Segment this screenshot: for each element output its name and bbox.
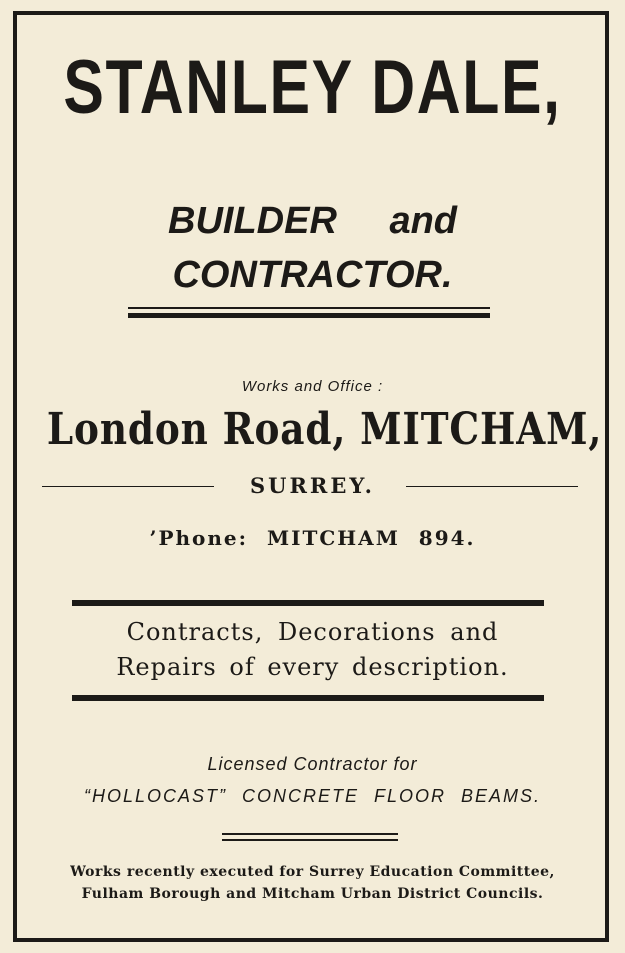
- license-line-1: Licensed Contractor for: [207, 754, 418, 774]
- thick-rule-bottom: [72, 695, 544, 701]
- address-line: London Road, MITCHAM,: [46, 404, 603, 455]
- footer-line-1: Works recently executed for Surrey Education Committee,: [70, 864, 555, 880]
- services-line-1: Contracts, Decorations and: [126, 618, 499, 646]
- thick-rule-top: [72, 600, 544, 606]
- trade-line-2: CONTRACTOR.: [172, 254, 453, 296]
- footer-line-2: Fulham Borough and Mitcham Urban District Councils.: [81, 886, 544, 902]
- short-rule-1: [222, 833, 398, 835]
- county-label: SURREY.: [250, 473, 375, 498]
- license-line-2: “HOLLOCAST” CONCRETE FLOOR BEAMS.: [83, 786, 542, 806]
- trade-line-1: BUILDER and: [168, 200, 457, 242]
- phone-number: ’Phone: MITCHAM 894.: [149, 526, 476, 550]
- services-line-2: Repairs of every description.: [116, 653, 509, 681]
- works-label: Works and Office :: [241, 378, 384, 395]
- double-rule-upper: [128, 307, 490, 318]
- short-rule-2: [222, 839, 398, 841]
- business-name: STANLEY DALE,: [63, 45, 562, 130]
